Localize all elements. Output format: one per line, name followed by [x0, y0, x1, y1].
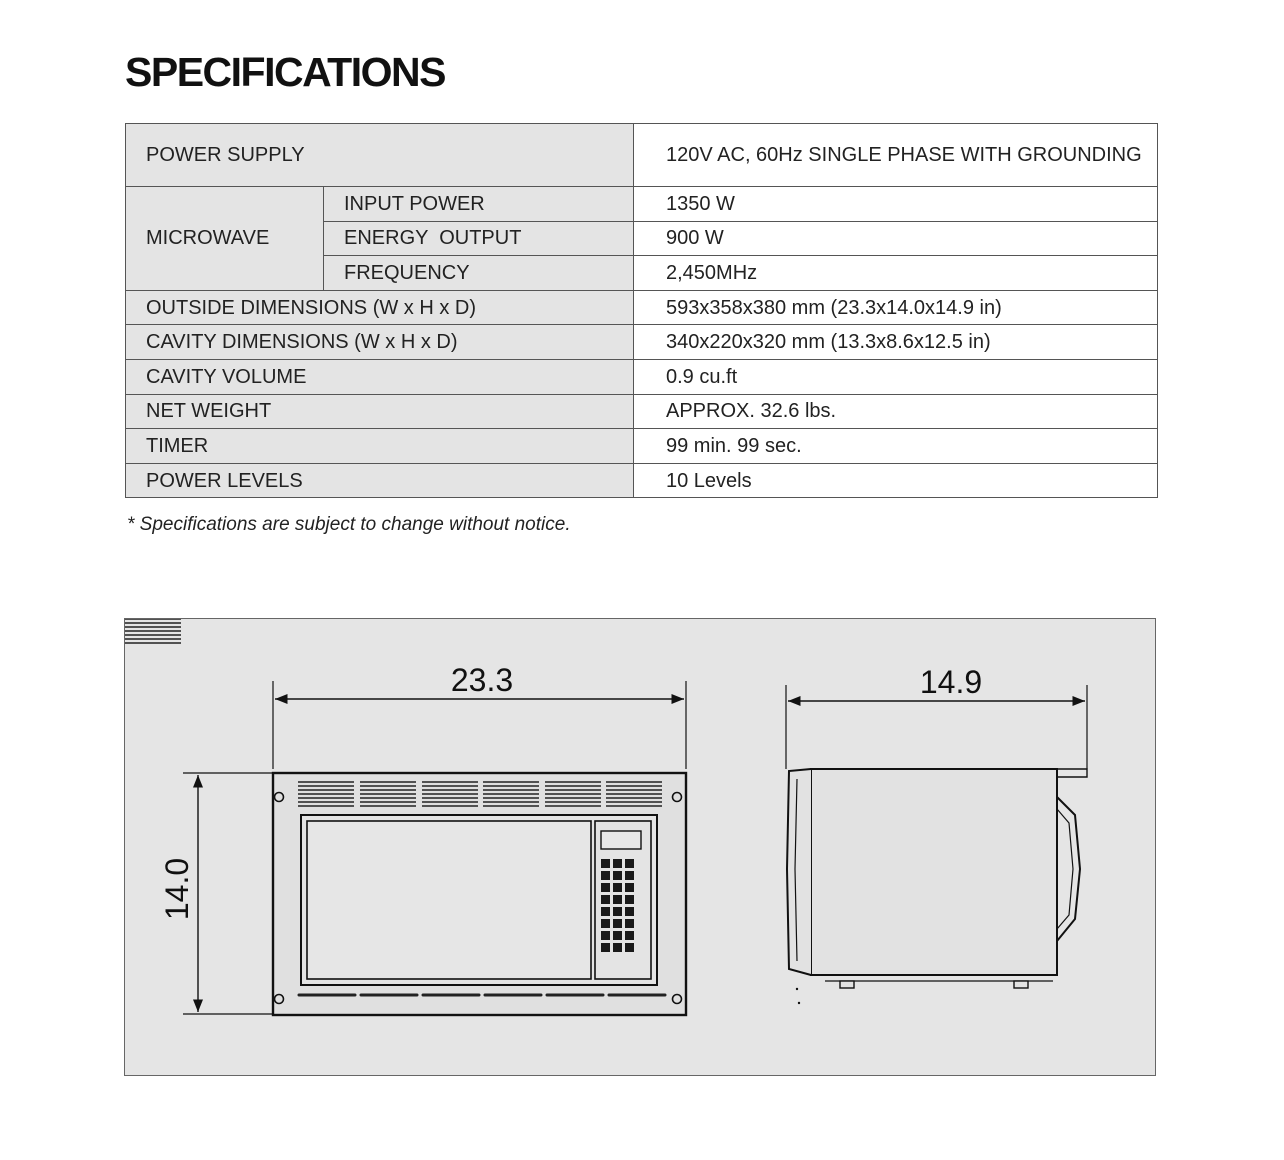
side-depth-label: 14.9	[919, 664, 983, 700]
front-width-label: 23.3	[450, 662, 514, 698]
energy-output-value: 900 W	[634, 221, 1158, 256]
table-row	[126, 359, 1158, 394]
net-weight-value: APPROX. 32.6 lbs.	[634, 394, 1158, 429]
net-weight-label: NET WEIGHT	[126, 394, 634, 429]
table-row	[126, 124, 1158, 187]
dimension-drawing-panel	[124, 618, 1156, 1076]
table-row	[126, 325, 1158, 360]
cavity-dimensions-value: 340x220x320 mm (13.3x8.6x12.5 in)	[634, 325, 1158, 360]
side-view	[786, 664, 1087, 1004]
microwave-label: MICROWAVE	[126, 187, 324, 291]
outside-dimensions-label: OUTSIDE DIMENSIONS (W x H x D)	[126, 290, 634, 325]
cavity-volume-label: CAVITY VOLUME	[126, 359, 634, 394]
table-row	[126, 290, 1158, 325]
frequency-value: 2,450MHz	[634, 256, 1158, 291]
table-row	[126, 429, 1158, 464]
outside-dimensions-value: 593x358x380 mm (23.3x14.0x14.9 in)	[634, 290, 1158, 325]
frequency-label: FREQUENCY	[324, 256, 634, 291]
power-supply-label: POWER SUPPLY	[126, 124, 634, 187]
energy-output-label: ENERGY OUTPUT	[324, 221, 634, 256]
page-title: SPECIFICATIONS	[125, 49, 445, 95]
cavity-dimensions-label: CAVITY DIMENSIONS (W x H x D)	[126, 325, 634, 360]
timer-value: 99 min. 99 sec.	[634, 429, 1158, 464]
footnote: * Specifications are subject to change without notice.	[127, 514, 571, 535]
table-row	[126, 463, 1158, 498]
power-supply-value: 120V AC, 60Hz SINGLE PHASE WITH GROUNDING	[634, 124, 1158, 187]
front-view	[125, 619, 686, 1015]
input-power-label: INPUT POWER	[324, 187, 634, 222]
dimension-drawing	[125, 619, 1157, 1077]
input-power-value: 1350 W	[634, 187, 1158, 222]
specifications-table	[125, 123, 1158, 498]
cavity-volume-value: 0.9 cu.ft	[634, 359, 1158, 394]
timer-label: TIMER	[126, 429, 634, 464]
table-row	[126, 394, 1158, 429]
front-height-label: 14.0	[159, 857, 195, 921]
power-levels-value: 10 Levels	[634, 463, 1158, 498]
power-levels-label: POWER LEVELS	[126, 463, 634, 498]
table-row	[126, 187, 1158, 222]
